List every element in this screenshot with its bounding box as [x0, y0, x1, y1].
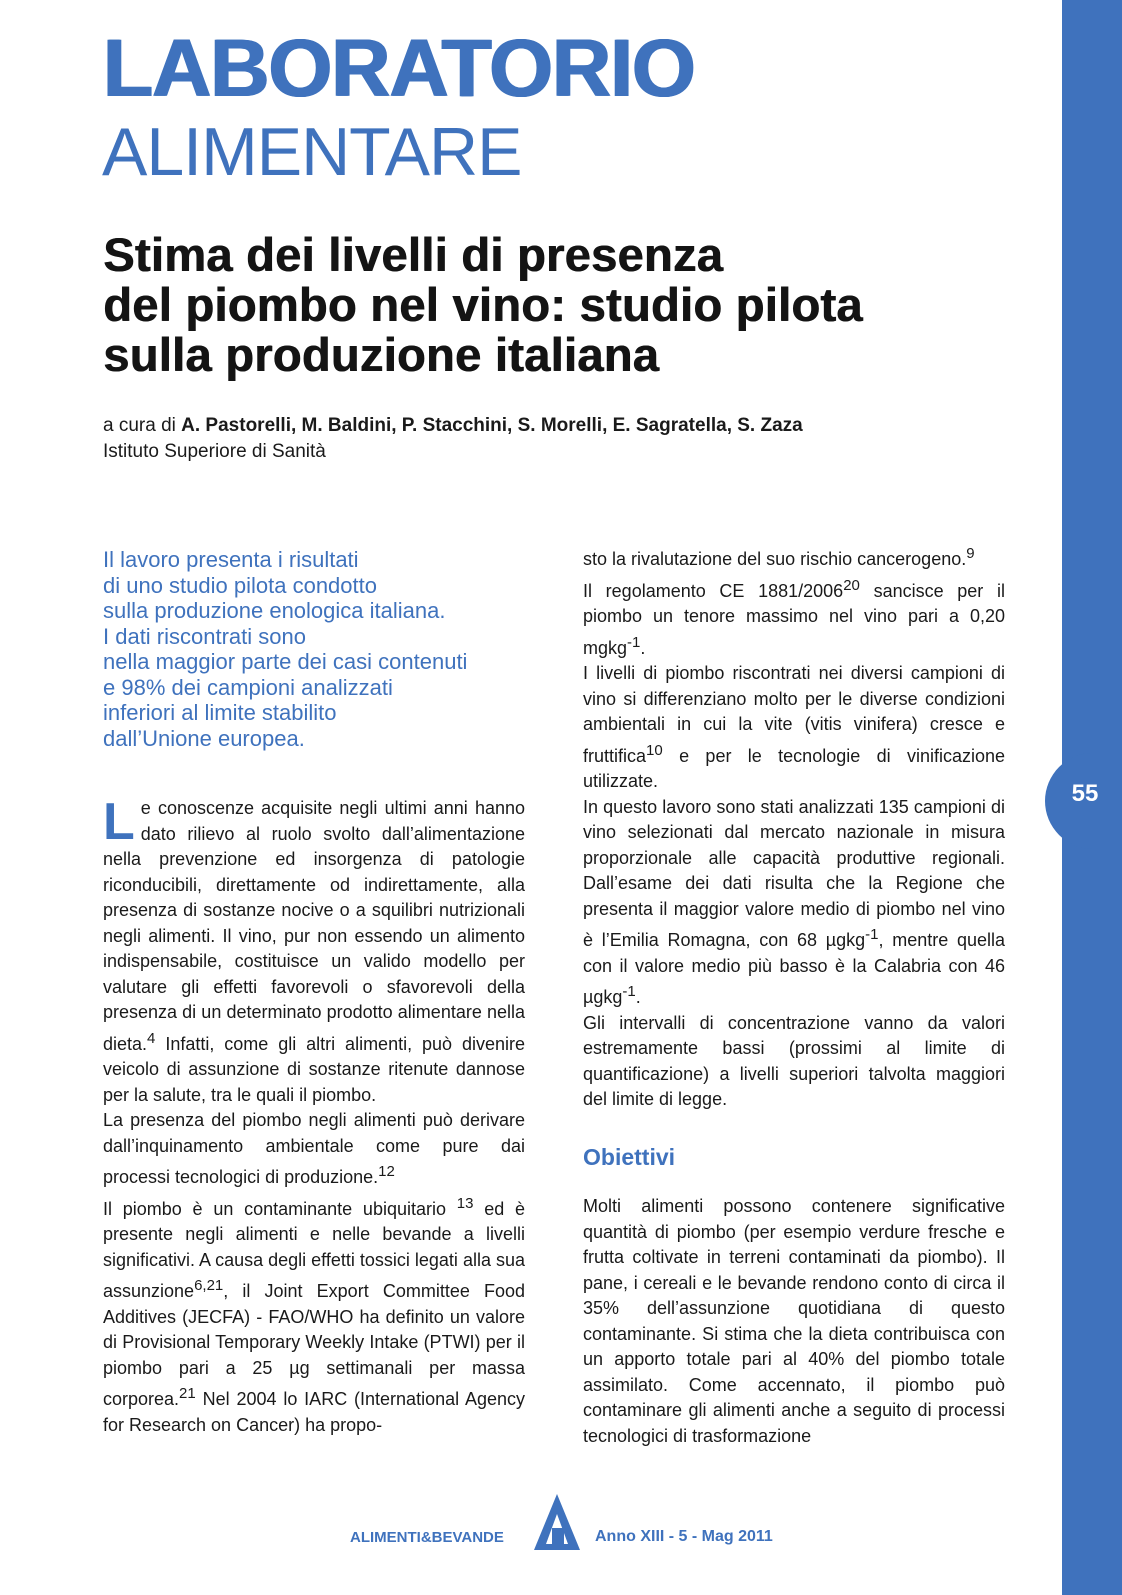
left-column-body: [103, 793, 525, 1438]
paragraph-text: In questo lavoro sono stati analizzati 135 campioni di vino selezionati dal mercato nazionale in misura proporzionale alle capacità produttive regionali. Dall’esame dei dati risulta che la Regione che presenta il maggior valore medio di piombo nel vino è l’Emilia Romagna, con 68 µgkg: [583, 796, 1005, 950]
paragraph: [103, 1191, 525, 1439]
article-title: [103, 230, 1033, 380]
paragraph-text: .: [640, 637, 646, 658]
unit-exponent: -1: [865, 926, 879, 943]
paragraph-text: sto la rivalutazione del suo rischio cancerogeno.: [583, 549, 967, 569]
section-header-alimentare: ALIMENTARE: [102, 114, 522, 190]
paragraph: [103, 1108, 525, 1191]
paragraph-text: La presenza del piombo negli alimenti può derivare dall’inquinamento ambientale come pure dai processi tecnologici di produzione.: [103, 1110, 525, 1187]
paragraph-intro: [103, 793, 525, 1108]
institution: Istituto Superiore di Sanità: [103, 441, 326, 462]
title-line-2: del piombo nel vino: studio pilota: [103, 278, 863, 331]
abstract-line: inferiori al limite stabilito: [103, 700, 337, 725]
paragraph-text: e conoscenze acquisite negli ultimi anni hanno dato rilievo al ruolo svolto dall’alimentazione nella prevenzione ed insorgenza di patologie riconducibili, direttamente od indirettamente, alla presenza di sostanze nocive o a squilibri nutrizionali negli alimenti. Il vino, pur non essendo un alimento indispensabile, costituisce un valido modello per valutare gli effetti favorevoli o sfavorevoli della presenza di un determinato prodotto alimentare nella dieta.: [103, 798, 525, 1054]
section-header-laboratorio: LABORATORIO: [103, 23, 695, 114]
abstract-line: Il lavoro presenta i risultati: [103, 547, 359, 572]
footnote-ref: 4: [147, 1029, 156, 1047]
footnote-ref: 13: [456, 1194, 474, 1212]
paragraph-text: Il regolamento CE 1881/2006: [583, 580, 844, 601]
paragraph: [583, 795, 1005, 1011]
abstract-line: dall’Unione europea.: [103, 725, 305, 751]
unit-exponent: -1: [627, 633, 641, 651]
paragraph-text: Infatti, come gli altri alimenti, può divenire veicolo di assunzione di sostanze ritenute dannose per la salute, tra le quali il piombo.: [103, 1033, 525, 1105]
paragraph: [583, 541, 1005, 573]
paragraph-text: e per le tecnologie di vinificazione utilizzate.: [583, 745, 1005, 791]
title-line-1: Stima dei livelli di presenza: [103, 228, 723, 281]
paragraph: Molti alimenti possono contenere significative quantità di piombo (per esempio verdure fresche e frutta coltivate in terreni contaminati da piombo). Il pane, i cereali e le bevande rendono conto di circa il 35% dell’assunzione quotidiana di questo contaminante. Si stima che la dieta contribuisca con un apporto totale pari al 40% del piombo totale assimilato. Come accennato, il piombo può contaminare gli alimenti anche a seguito di processi tecnologici di trasformazione: [583, 1196, 1005, 1446]
footnote-ref: 20: [843, 576, 860, 594]
unit-exponent: -1: [622, 983, 636, 1000]
paragraph: [583, 661, 1005, 795]
footnote-ref: 21: [179, 1385, 196, 1402]
abstract-line: sulla produzione enologica italiana.: [103, 598, 446, 623]
paragraph-text: Il piombo è un contaminante ubiquitario: [103, 1198, 457, 1219]
paragraph-text: ed è presente negli alimenti e nelle bevande a livelli significativi. A causa degli effetti tossici legati alla sua assunzione: [103, 1198, 525, 1301]
obiettivi-body: [583, 1194, 1005, 1449]
abstract-line: I dati riscontrati sono: [103, 623, 306, 649]
paragraph: [583, 573, 1005, 662]
authors-prefix: a cura di: [103, 415, 182, 436]
author-line: [103, 413, 803, 439]
paragraph-text: , il Joint Export Committee Food Additives (JECFA) - FAO/WHO ha definito un valore di Provisional Temporary Weekly Intake (PTWI) per il piombo pari a 25 µg settimanali per massa corporea.: [103, 1281, 525, 1409]
abstract-line: e 98% dei campioni analizzati: [103, 674, 393, 700]
abstract: [103, 547, 543, 751]
paragraph: Gli intervalli di concentrazione vanno da valori estremamente bassi (prossimi al limite di quantificazione) a livelli superiori talvolta maggiori del limite di legge.: [583, 1012, 1005, 1109]
drop-cap: L: [103, 793, 135, 851]
authors-block: [103, 413, 803, 465]
right-column-body: [583, 541, 1005, 1113]
footnote-ref: 10: [646, 741, 663, 759]
issue-info: Anno XIII - 5 - Mag 2011: [595, 1528, 773, 1545]
abstract-line: nella maggior parte dei casi contenuti: [103, 649, 468, 674]
journal-logo-icon: [532, 1492, 582, 1552]
journal-name: ALIMENTI&BEVANDE: [350, 1529, 504, 1546]
author-names: A. Pastorelli, M. Baldini, P. Stacchini, S. Morelli, E. Sagratella, S. Zaza: [181, 415, 803, 436]
paragraph-text: sancisce per il piombo un tenore massimo nel vino pari a 0,20 mgkg: [583, 580, 1005, 658]
title-line-3: sulla produzione italiana: [103, 328, 659, 381]
paragraph-text: .: [635, 987, 641, 1007]
footnote-ref: 12: [378, 1163, 395, 1180]
footnote-ref: 6,21: [194, 1277, 224, 1294]
paragraph-text: Nel 2004 lo IARC (International Agency for Research on Cancer) ha propo-: [103, 1389, 525, 1435]
page-number: 55: [1071, 780, 1099, 807]
paragraph-text: I livelli di piombo riscontrati nei diversi campioni di vino si differenziano molto per le diverse condizioni ambientali in cui la vite (vitis vinifera) cresce e fruttifica: [583, 663, 1005, 766]
paragraph-text: , mentre quella con il valore medio più basso è la Calabria con 46 µgkg: [583, 930, 1005, 1007]
section-heading-obiettivi: Obiettivi: [583, 1144, 676, 1170]
footnote-ref: 9: [966, 545, 975, 562]
abstract-line: di uno studio pilota condotto: [103, 572, 377, 598]
